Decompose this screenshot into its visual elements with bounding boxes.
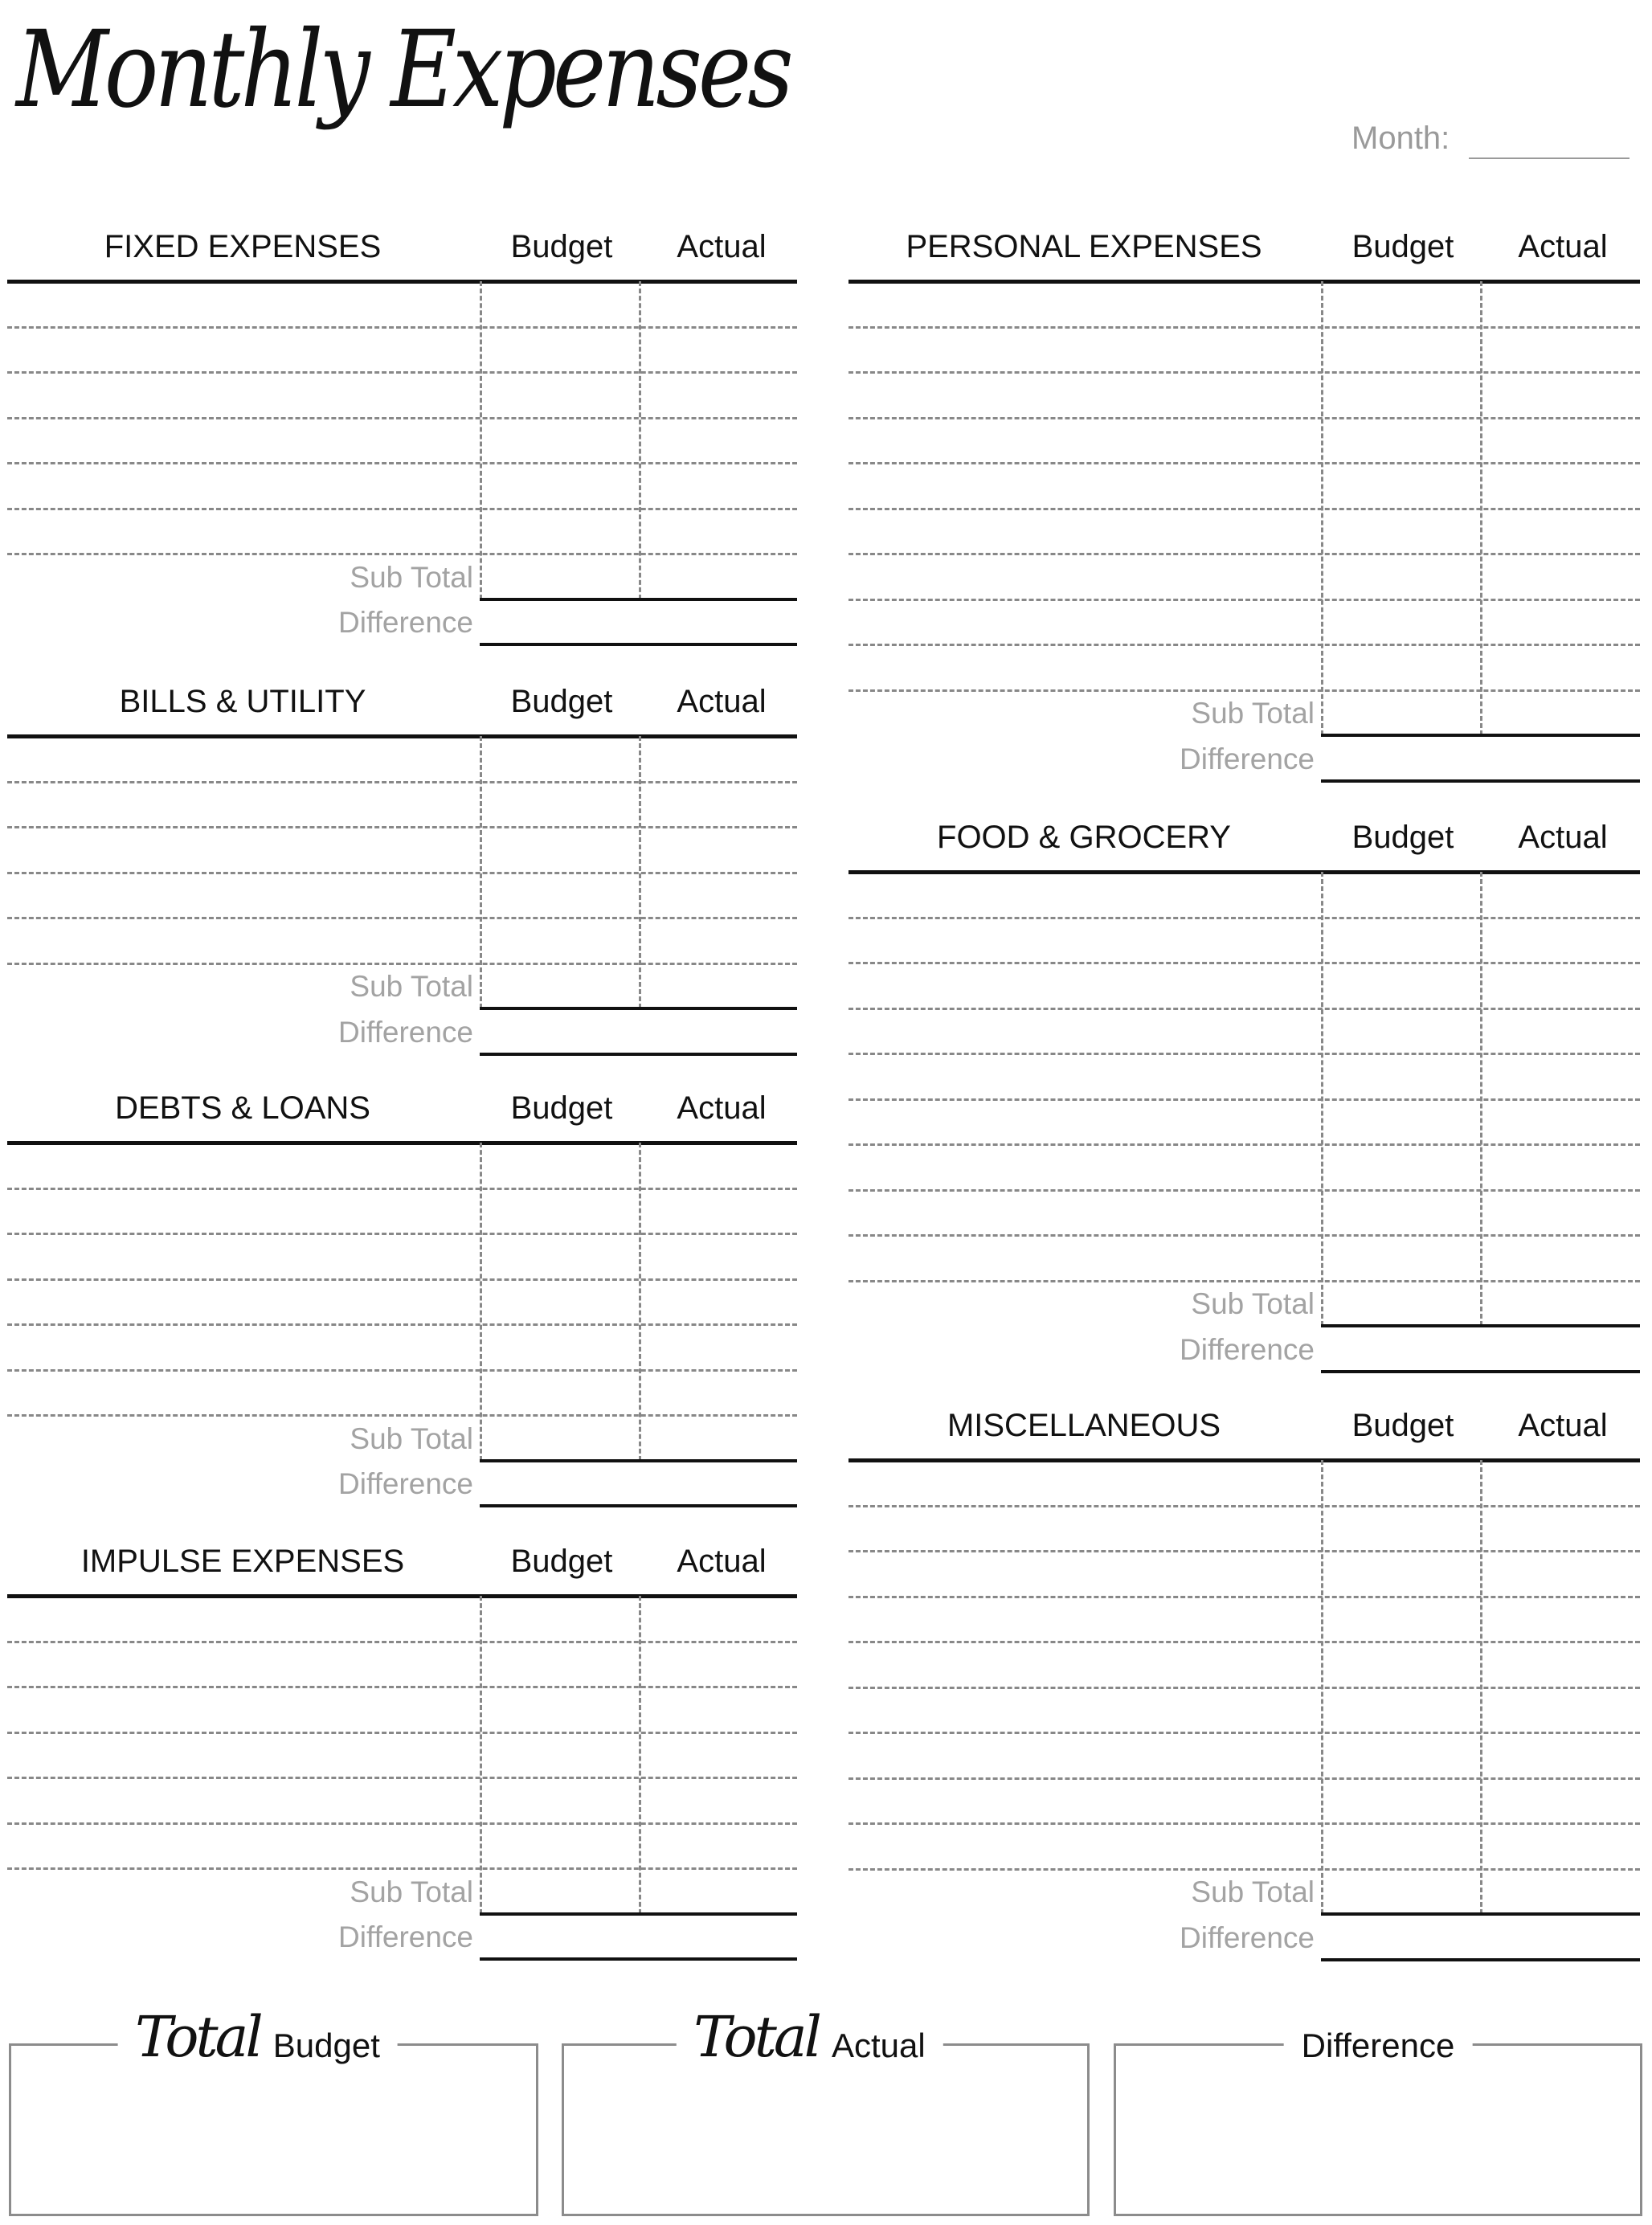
expense-row[interactable]: [7, 872, 797, 874]
expense-row[interactable]: [848, 917, 1640, 919]
expense-row[interactable]: [848, 1732, 1640, 1734]
budget-column-header: Budget: [510, 684, 613, 719]
total-actual-box[interactable]: [562, 2043, 1090, 2216]
expense-row[interactable]: [848, 1868, 1640, 1871]
actual-column-header: Actual: [677, 684, 767, 719]
expense-row[interactable]: [7, 1867, 797, 1870]
difference-line[interactable]: [1321, 779, 1640, 783]
budget-column-header: Budget: [1351, 1408, 1454, 1443]
section-header-rule: [848, 1458, 1640, 1462]
subtotal-line[interactable]: [1321, 734, 1640, 737]
actual-column-divider: [1480, 1460, 1482, 1914]
difference-label: Difference: [338, 606, 473, 639]
expense-row[interactable]: [848, 417, 1640, 419]
expense-row[interactable]: [848, 1280, 1640, 1282]
budget-column-divider: [480, 736, 482, 1008]
expense-row[interactable]: [848, 1143, 1640, 1146]
subtotal-label: Sub Total: [350, 560, 473, 594]
difference-label: Difference: [338, 1920, 473, 1953]
budget-column-header: Budget: [510, 229, 613, 264]
actual-column-header: Actual: [677, 1090, 767, 1126]
expense-row[interactable]: [7, 917, 797, 919]
difference-label: Difference: [1180, 742, 1315, 775]
expense-row[interactable]: [7, 508, 797, 510]
section-title-personal-expenses: PERSONAL EXPENSES: [906, 229, 1262, 264]
difference-line[interactable]: [480, 1504, 797, 1507]
difference-line[interactable]: [480, 1053, 797, 1056]
expense-row[interactable]: [7, 1188, 797, 1190]
expense-row[interactable]: [7, 1323, 797, 1326]
section-header-rule: [7, 1594, 797, 1598]
section-title-fixed-expenses: FIXED EXPENSES: [104, 229, 382, 264]
total-script-text: Total: [135, 2004, 260, 2070]
difference-label: Difference: [338, 1467, 473, 1500]
actual-column-divider: [1480, 872, 1482, 1326]
section-header-rule: [7, 1141, 797, 1145]
total-budget-label: [117, 2004, 398, 2070]
month-label: Month:: [1351, 121, 1450, 156]
expense-row[interactable]: [848, 1189, 1640, 1192]
actual-column-header: Actual: [677, 1544, 767, 1579]
expense-row[interactable]: [848, 1687, 1640, 1689]
expense-row[interactable]: [7, 1777, 797, 1779]
budget-column-divider: [480, 1596, 482, 1914]
subtotal-line[interactable]: [480, 1459, 797, 1462]
difference-label: Difference: [1180, 1920, 1315, 1954]
total-label-text: Difference: [1301, 2027, 1455, 2064]
section-header-rule: [7, 280, 797, 284]
budget-column-divider: [1321, 1460, 1323, 1914]
expense-row[interactable]: [848, 1550, 1640, 1552]
subtotal-line[interactable]: [1321, 1324, 1640, 1327]
expense-row[interactable]: [848, 689, 1640, 692]
expense-row[interactable]: [7, 417, 797, 419]
expense-row[interactable]: [7, 781, 797, 783]
subtotal-label: Sub Total: [1191, 1875, 1315, 1908]
actual-column-header: Actual: [1518, 229, 1608, 264]
expense-row[interactable]: [7, 371, 797, 374]
section-header-rule: [848, 870, 1640, 874]
expense-row[interactable]: [848, 1008, 1640, 1010]
budget-column-divider: [1321, 281, 1323, 735]
difference-label: Difference: [1180, 1332, 1315, 1366]
expense-row[interactable]: [848, 371, 1640, 374]
subtotal-line[interactable]: [480, 598, 797, 601]
section-header-rule: [848, 280, 1640, 284]
expense-row[interactable]: [7, 462, 797, 464]
difference-line[interactable]: [480, 643, 797, 646]
actual-column-divider: [639, 736, 641, 1008]
expense-row[interactable]: [7, 963, 797, 965]
subtotal-line[interactable]: [480, 1007, 797, 1010]
expense-row[interactable]: [7, 1369, 797, 1372]
subtotal-line[interactable]: [1321, 1912, 1640, 1916]
expense-row[interactable]: [7, 1822, 797, 1825]
difference-line[interactable]: [480, 1957, 797, 1961]
actual-column-divider: [1480, 281, 1482, 735]
subtotal-label: Sub Total: [350, 1875, 473, 1908]
subtotal-label: Sub Total: [350, 970, 473, 1003]
actual-column-header: Actual: [1518, 1408, 1608, 1443]
section-title-debts-loans: DEBTS & LOANS: [115, 1090, 370, 1126]
expense-row[interactable]: [848, 1822, 1640, 1825]
difference-line[interactable]: [1321, 1370, 1640, 1373]
budget-column-header: Budget: [510, 1544, 613, 1579]
expense-row[interactable]: [848, 1098, 1640, 1101]
difference-label: Difference: [338, 1015, 473, 1049]
expense-row[interactable]: [848, 599, 1640, 601]
total-label-text: Budget: [272, 2027, 380, 2064]
expense-row[interactable]: [7, 1233, 797, 1235]
section-title-bills-utility: BILLS & UTILITY: [119, 684, 366, 719]
difference-line[interactable]: [1321, 1958, 1640, 1961]
expense-row[interactable]: [7, 1732, 797, 1734]
expense-row[interactable]: [848, 462, 1640, 464]
expense-row[interactable]: [848, 1777, 1640, 1780]
expense-row[interactable]: [7, 553, 797, 555]
expense-row[interactable]: [848, 553, 1640, 555]
expense-row[interactable]: [848, 1053, 1640, 1055]
expense-row[interactable]: [848, 326, 1640, 329]
expense-row[interactable]: [7, 826, 797, 828]
total-script-text: Total: [693, 2004, 819, 2070]
expense-row[interactable]: [848, 1596, 1640, 1598]
expense-row[interactable]: [848, 644, 1640, 646]
subtotal-label: Sub Total: [1191, 697, 1315, 730]
page-title: Monthly Expenses: [16, 8, 790, 132]
expense-row[interactable]: [7, 1686, 797, 1688]
actual-column-header: Actual: [1518, 820, 1608, 855]
expense-row[interactable]: [7, 1641, 797, 1643]
total-actual-label: [676, 2004, 943, 2070]
budget-column-divider: [480, 281, 482, 599]
budget-column-header: Budget: [1351, 229, 1454, 264]
expense-row[interactable]: [848, 1505, 1640, 1507]
budget-column-header: Budget: [1351, 820, 1454, 855]
budget-column-header: Budget: [510, 1090, 613, 1126]
section-title-food-grocery: FOOD & GROCERY: [937, 820, 1231, 855]
actual-column-divider: [639, 1596, 641, 1914]
section-title-impulse-expenses: IMPULSE EXPENSES: [80, 1544, 405, 1579]
expense-row[interactable]: [7, 326, 797, 329]
total-budget-box[interactable]: [9, 2043, 538, 2216]
subtotal-label: Sub Total: [1191, 1287, 1315, 1320]
subtotal-line[interactable]: [480, 1912, 797, 1916]
actual-column-divider: [639, 1143, 641, 1461]
total-label-text: Actual: [831, 2027, 926, 2064]
actual-column-header: Actual: [677, 229, 767, 264]
section-title-miscellaneous: MISCELLANEOUS: [947, 1408, 1221, 1443]
expense-row[interactable]: [848, 1234, 1640, 1237]
expense-row[interactable]: [7, 1278, 797, 1281]
section-header-rule: [7, 734, 797, 738]
expense-row[interactable]: [848, 962, 1640, 964]
month-input-line[interactable]: [1469, 157, 1630, 159]
actual-column-divider: [639, 281, 641, 599]
expense-row[interactable]: [848, 1641, 1640, 1643]
total-difference-box[interactable]: [1114, 2043, 1642, 2216]
budget-column-divider: [1321, 872, 1323, 1326]
budget-column-divider: [480, 1143, 482, 1461]
total-difference-label: [1284, 2009, 1473, 2065]
expense-row[interactable]: [848, 508, 1640, 510]
subtotal-label: Sub Total: [350, 1421, 473, 1455]
expense-row[interactable]: [7, 1414, 797, 1417]
